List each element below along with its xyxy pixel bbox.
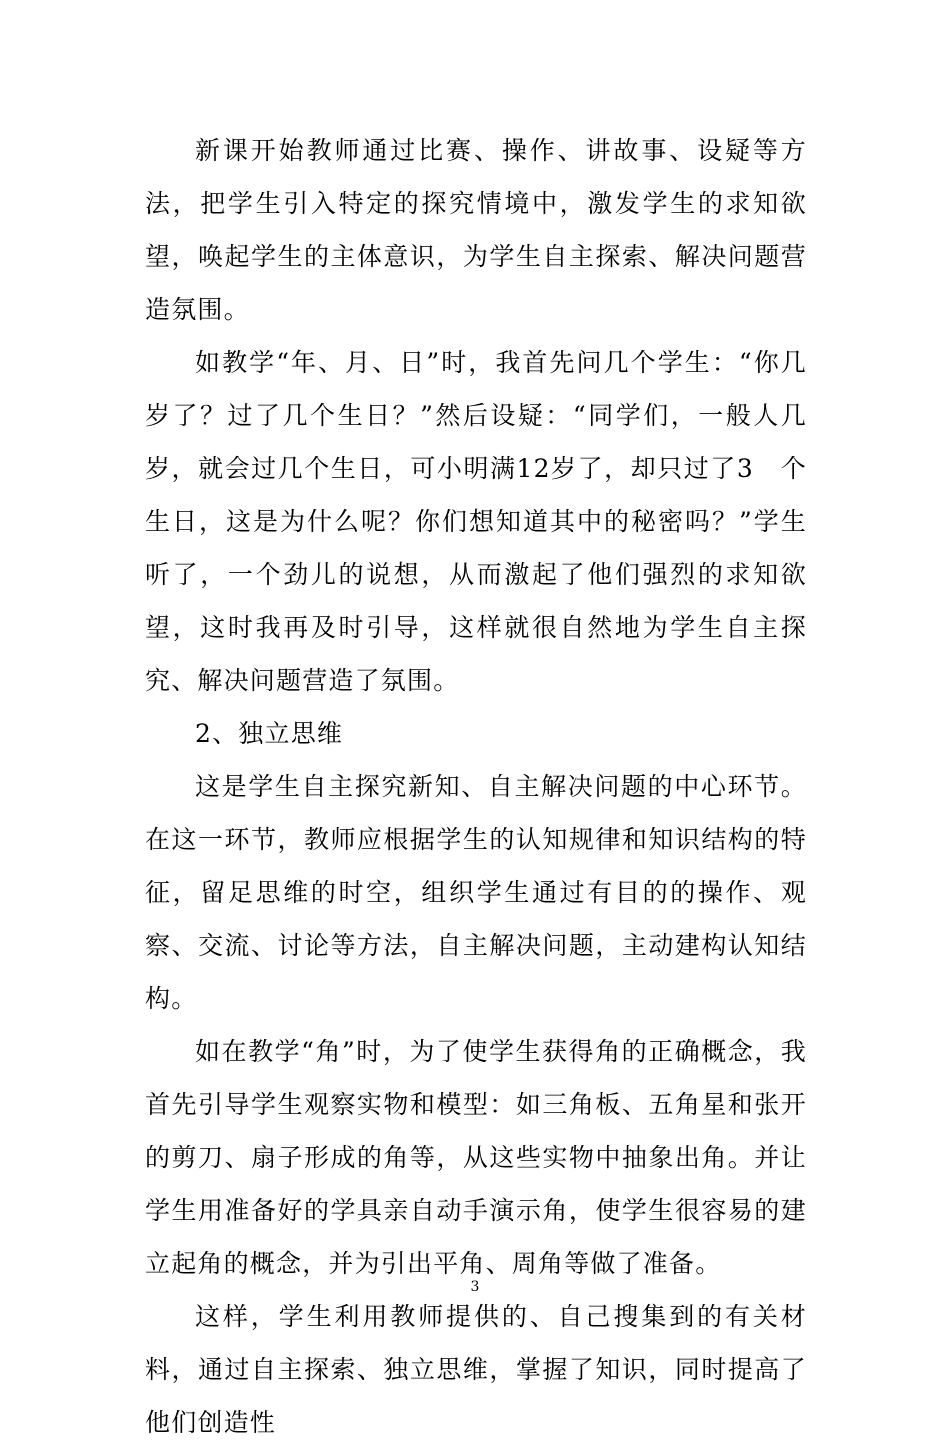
paragraph-birthday-example: 如教学“年、月、日”时，我首先问几个学生：“你几岁了？过了几个生日？”然后设疑：“同学们，一般人几岁，就会过几个生日，可小明满12岁了，却只过了3 个生日，这是为什么呢？你们想知道其中的秘密吗？”学生听了，一个劲儿的说想，从而激起了他们强烈的求知欲望，这时我再及时引导，这样就很自然地为学生自主探究、解决问题营造了氛围。 xyxy=(145,348,807,695)
page-number: 3 xyxy=(470,1279,480,1295)
paragraph-conclusion: 这样，学生利用教师提供的、自己搜集到的有关材料，通过自主探索、独立思维，掌握了知识，同时提高了他们创造性 xyxy=(145,1302,807,1437)
paragraph-introduction-methods: 新课开始教师通过比赛、操作、讲故事、设疑等方法，把学生引入特定的探究情境中，激发学生的求知欲望，唤起学生的主体意识，为学生自主探索、解决问题营造氛围。 xyxy=(145,136,807,324)
paragraph-angle-example: 如在教学“角”时，为了使学生获得角的正确概念，我首先引导学生观察实物和模型：如三角板、五角星和张开的剪刀、扇子形成的角等，从这些实物中抽象出角。并让学生用准备好的学具亲自动手演示角，使学生很容易的建立起角的概念，并为引出平角、周角等做了准备。 xyxy=(145,1037,807,1278)
document-body xyxy=(145,124,807,1449)
section-heading-independent-thinking: 2、独立思维 xyxy=(195,719,344,748)
paragraph-core-stage: 这是学生自主探究新知、自主解决问题的中心环节。在这一环节，教师应根据学生的认知规律和知识结构的特征，留足思维的时空，组织学生通过有目的的操作、观察、交流、讨论等方法，自主解决问题，主动建构认知结构。 xyxy=(145,772,807,1013)
